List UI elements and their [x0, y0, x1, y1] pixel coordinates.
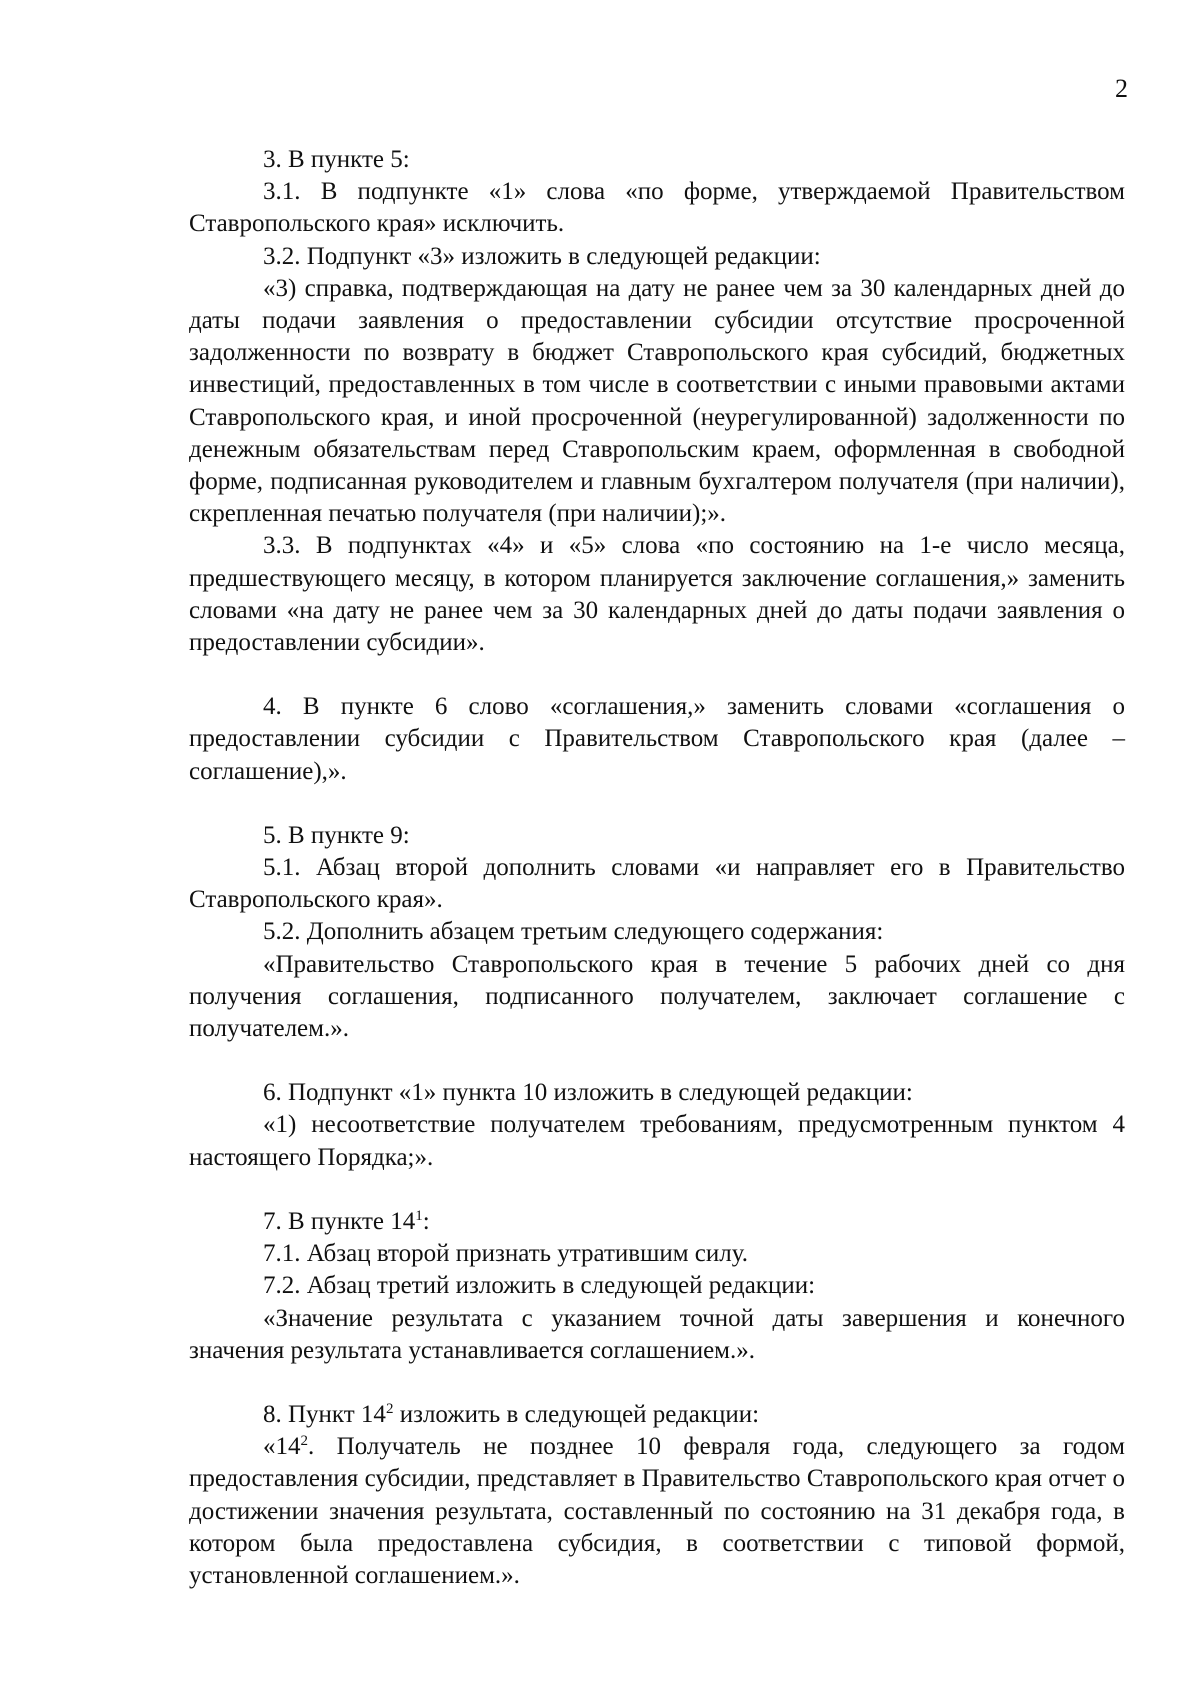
- paragraph-8-text: [189, 1431, 1125, 1592]
- paragraph-5-2-text: «Правительство Ставропольского края в течение 5 рабочих дней со дня получения соглашения, подписанного получателем, заключает соглашение с получателем.».: [189, 950, 1125, 1043]
- paragraph-7-1: 7.1. Абзац второй признать утратившим силу.: [263, 1240, 748, 1268]
- paragraph-7-2: 7.2. Абзац третий изложить в следующей редакции:: [263, 1272, 816, 1300]
- paragraph-7-tail: :: [422, 1207, 430, 1235]
- paragraph-5-2: 5.2. Дополнить абзацем третьим следующего содержания:: [263, 918, 884, 946]
- paragraph-8-text-tail: . Получатель не позднее 10 февраля года, следующего за годом предоставления субсидии, представляет в Правительство Ставропольского края отчет о достижении значения результата, составленный по состоянию на 31 декабря года, в котором была предоставлена субсидия, в соответствии с типовой формой, установленной соглашением.».: [189, 1433, 1125, 1589]
- superscript: 2: [385, 1400, 394, 1417]
- paragraph-8-tail: изложить в следующей редакции:: [393, 1400, 760, 1428]
- paragraph-7-2-text: «Значение результата с указанием точной даты завершения и конечного значения результата устанавливается соглашением.».: [189, 1304, 1125, 1364]
- paragraph-3-2: 3.2. Подпункт «3» изложить в следующей редакции:: [263, 242, 821, 270]
- paragraph-5-1: 5.1. Абзац второй дополнить словами «и направляет его в Правительство Ставропольского края».: [189, 854, 1125, 914]
- paragraph-3-3: 3.3. В подпунктах «4» и «5» слова «по состоянию на 1-е число месяца, предшествующего месяцу, в котором планируется заключение соглашения,» заменить словами «на дату не ранее чем за 30 календарных дней до даты подачи заявления о предоставлении субсидии».: [189, 532, 1125, 657]
- paragraph-7-lead: 7. В пункте 14: [263, 1207, 416, 1235]
- superscript: 1: [415, 1207, 423, 1224]
- paragraph-4: 4. В пункте 6 слово «соглашения,» заменить словами «соглашения о предоставлении субсидии с Правительством Ставропольского края (далее – соглашение),».: [189, 693, 1125, 785]
- paragraph-8-lead: 8. Пункт 14: [263, 1400, 386, 1428]
- document-body: [189, 144, 1125, 1592]
- paragraph-6: 6. Подпункт «1» пункта 10 изложить в следующей редакции:: [263, 1079, 913, 1107]
- paragraph-3-2-text: «3) справка, подтверждающая на дату не ранее чем за 30 календарных дней до даты подачи заявления о предоставлении субсидии отсутствие просроченной задолженности по возврату в бюджет Ставропольского края субсидий, бюджетных инвестиций, предоставленных в том числе в соответствии с иными правовыми актами Ставропольского края, и иной просроченной (неурегулированной) задолженности по денежным обязательствам перед Ставропольским краем, оформленная в свободной форме, подписанная руководителем и главным бухгалтером получателя (при наличии), скрепленная печатью получателя (при наличии);».: [189, 274, 1125, 528]
- paragraph-3: 3. В пункте 5:: [263, 146, 410, 173]
- superscript: 2: [300, 1433, 308, 1450]
- paragraph-8-text-lead: «14: [263, 1433, 301, 1461]
- paragraph-8: [189, 1399, 1125, 1431]
- page-number: 2: [1115, 74, 1128, 103]
- paragraph-5: 5. В пункте 9:: [263, 821, 410, 849]
- paragraph-3-1: 3.1. В подпункте «1» слова «по форме, утверждаемой Правительством Ставропольского края» исключить.: [189, 178, 1125, 238]
- paragraph-6-text: «1) несоответствие получателем требованиям, предусмотренным пунктом 4 настоящего Порядка;».: [189, 1111, 1125, 1171]
- paragraph-7: [189, 1206, 1125, 1238]
